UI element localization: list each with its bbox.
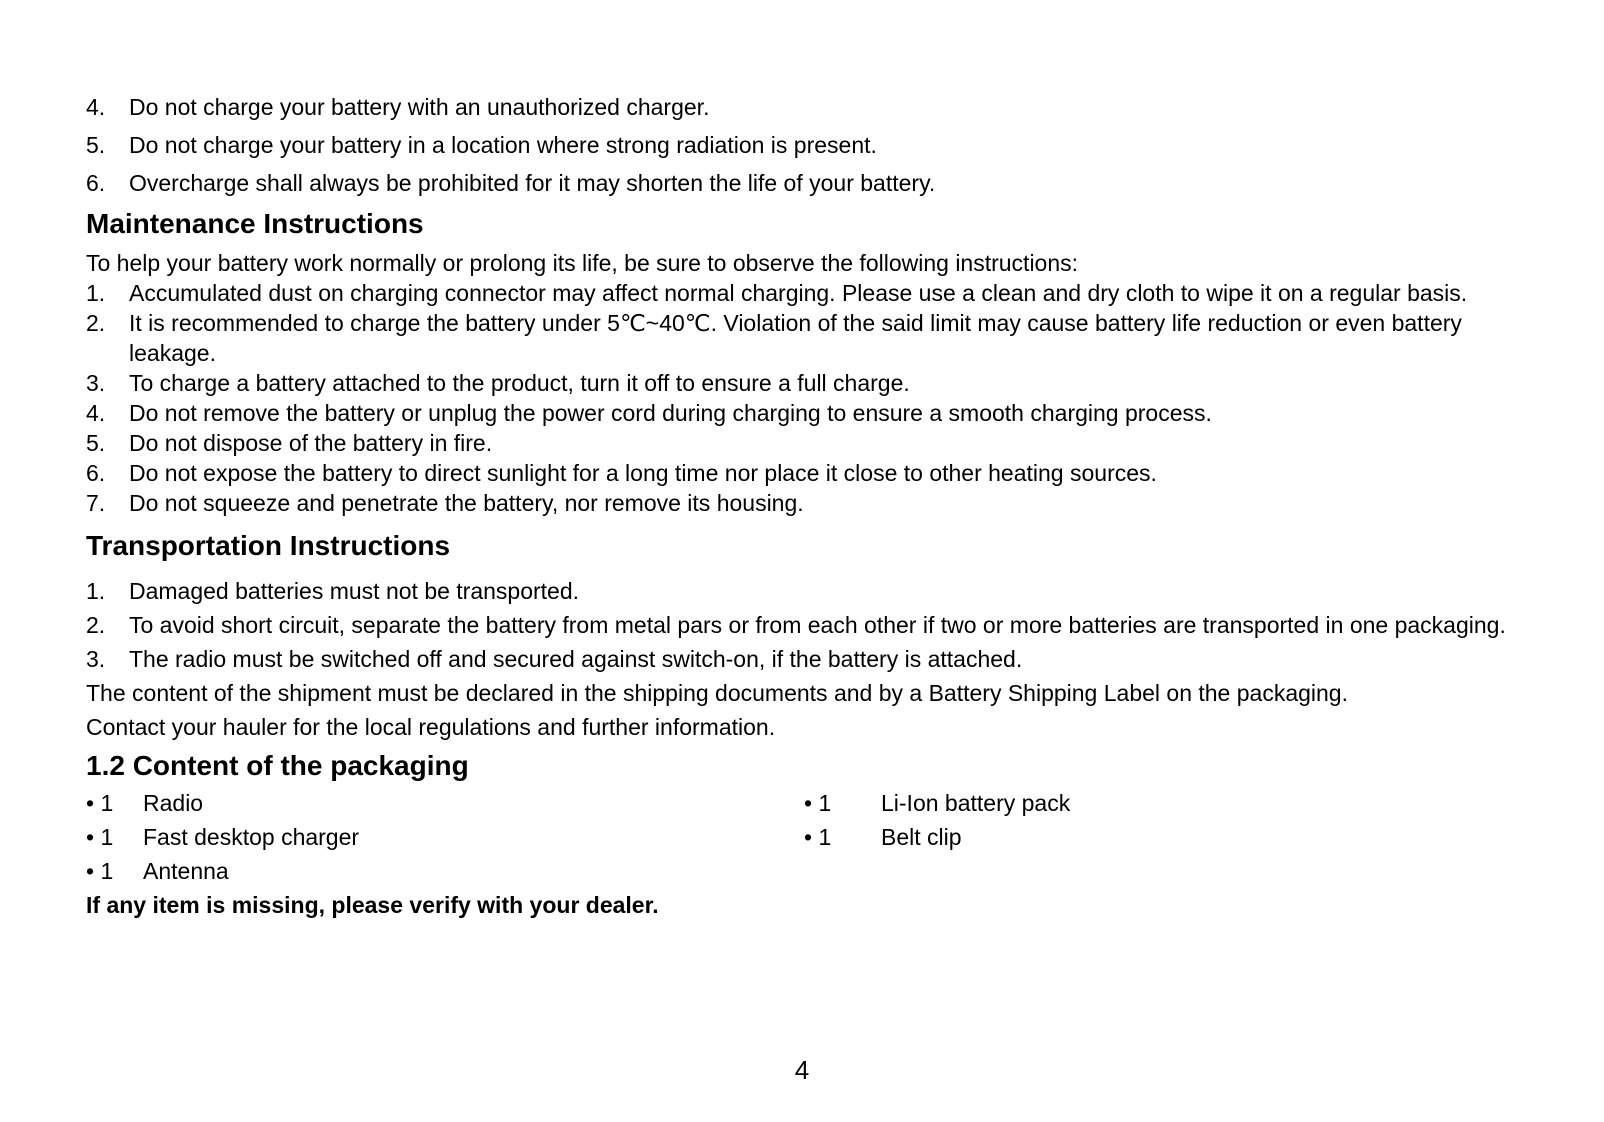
item-quantity: • 1 [804, 790, 832, 816]
list-item [86, 428, 1526, 458]
item-name: Belt clip [881, 824, 962, 850]
maintenance-list [86, 278, 1526, 518]
item-text: Do not charge your battery in a location where strong radiation is present. [129, 132, 877, 158]
list-item [86, 458, 1526, 488]
packaging-item [804, 786, 1524, 820]
item-text: Do not charge your battery with an unauthorized charger. [129, 94, 710, 120]
item-text: It is recommended to charge the battery under 5℃~40℃. Violation of the said limit may cause battery life reduction or even battery leakage. [129, 310, 1462, 366]
item-number: 3. [86, 370, 106, 396]
item-number: 6. [86, 170, 106, 196]
list-item [86, 308, 1526, 368]
item-number: 4. [86, 94, 106, 120]
list-item [86, 164, 1526, 202]
item-number: 2. [86, 310, 106, 336]
list-item [86, 88, 1526, 126]
packaging-item [86, 854, 804, 888]
hauler-note: Contact your hauler for the local regulations and further information. [86, 714, 776, 740]
packaging-item [86, 820, 804, 854]
document-page [86, 88, 1526, 922]
item-quantity: • 1 [804, 824, 832, 850]
item-text: Do not expose the battery to direct sunlight for a long time nor place it close to other heating sources. [129, 460, 1157, 486]
item-number: 5. [86, 430, 106, 456]
maintenance-heading: Maintenance Instructions [86, 208, 424, 239]
item-text: Do not remove the battery or unplug the power cord during charging to ensure a smooth charging process. [129, 400, 1212, 426]
item-name: Fast desktop charger [143, 824, 360, 850]
packaging-contents [86, 786, 1526, 888]
item-name: Antenna [143, 858, 229, 884]
item-number: 3. [86, 646, 106, 672]
item-quantity: • 1 [86, 858, 114, 884]
maintenance-intro: To help your battery work normally or prolong its life, be sure to observe the following instructions: [86, 250, 1079, 276]
missing-item-note: If any item is missing, please verify with your dealer. [86, 892, 659, 918]
item-text: To charge a battery attached to the product, turn it off to ensure a full charge. [129, 370, 910, 396]
item-number: 5. [86, 132, 106, 158]
transportation-heading: Transportation Instructions [86, 530, 451, 561]
list-item [86, 574, 1526, 608]
list-item [86, 126, 1526, 164]
packaging-right-column [804, 786, 1524, 888]
list-item [86, 278, 1526, 308]
item-text: To avoid short circuit, separate the battery from metal pars or from each other if two or more batteries are transported in one packaging. [129, 612, 1506, 638]
packaging-item [86, 786, 804, 820]
page-number: 4 [794, 1055, 810, 1085]
item-number: 7. [86, 490, 106, 516]
item-name: Radio [143, 790, 204, 816]
list-item [86, 642, 1526, 676]
shipment-note: The content of the shipment must be declared in the shipping documents and by a Battery Shipping Label on the packaging. [86, 680, 1348, 706]
list-item [86, 368, 1526, 398]
list-item [86, 608, 1526, 642]
item-text: Do not dispose of the battery in fire. [129, 430, 493, 456]
item-number: 1. [86, 578, 106, 604]
list-item [86, 488, 1526, 518]
item-name: Li-Ion battery pack [881, 790, 1071, 816]
item-text: Overcharge shall always be prohibited for it may shorten the life of your battery. [129, 170, 936, 196]
item-number: 4. [86, 400, 106, 426]
item-number: 1. [86, 280, 106, 306]
list-item [86, 398, 1526, 428]
item-quantity: • 1 [86, 790, 114, 816]
item-number: 6. [86, 460, 106, 486]
item-text: The radio must be switched off and secured against switch-on, if the battery is attached. [129, 646, 1023, 672]
item-text: Accumulated dust on charging connector may affect normal charging. Please use a clean and dry cloth to wipe it on a regular basis. [129, 280, 1468, 306]
packaging-left-column [86, 786, 804, 888]
charging-list [86, 88, 1526, 202]
packaging-item [804, 820, 1524, 854]
item-number: 2. [86, 612, 106, 638]
transportation-list [86, 574, 1526, 676]
item-text: Damaged batteries must not be transported. [129, 578, 580, 604]
packaging-heading: 1.2 Content of the packaging [86, 750, 469, 781]
item-quantity: • 1 [86, 824, 114, 850]
item-text: Do not squeeze and penetrate the battery, nor remove its housing. [129, 490, 804, 516]
